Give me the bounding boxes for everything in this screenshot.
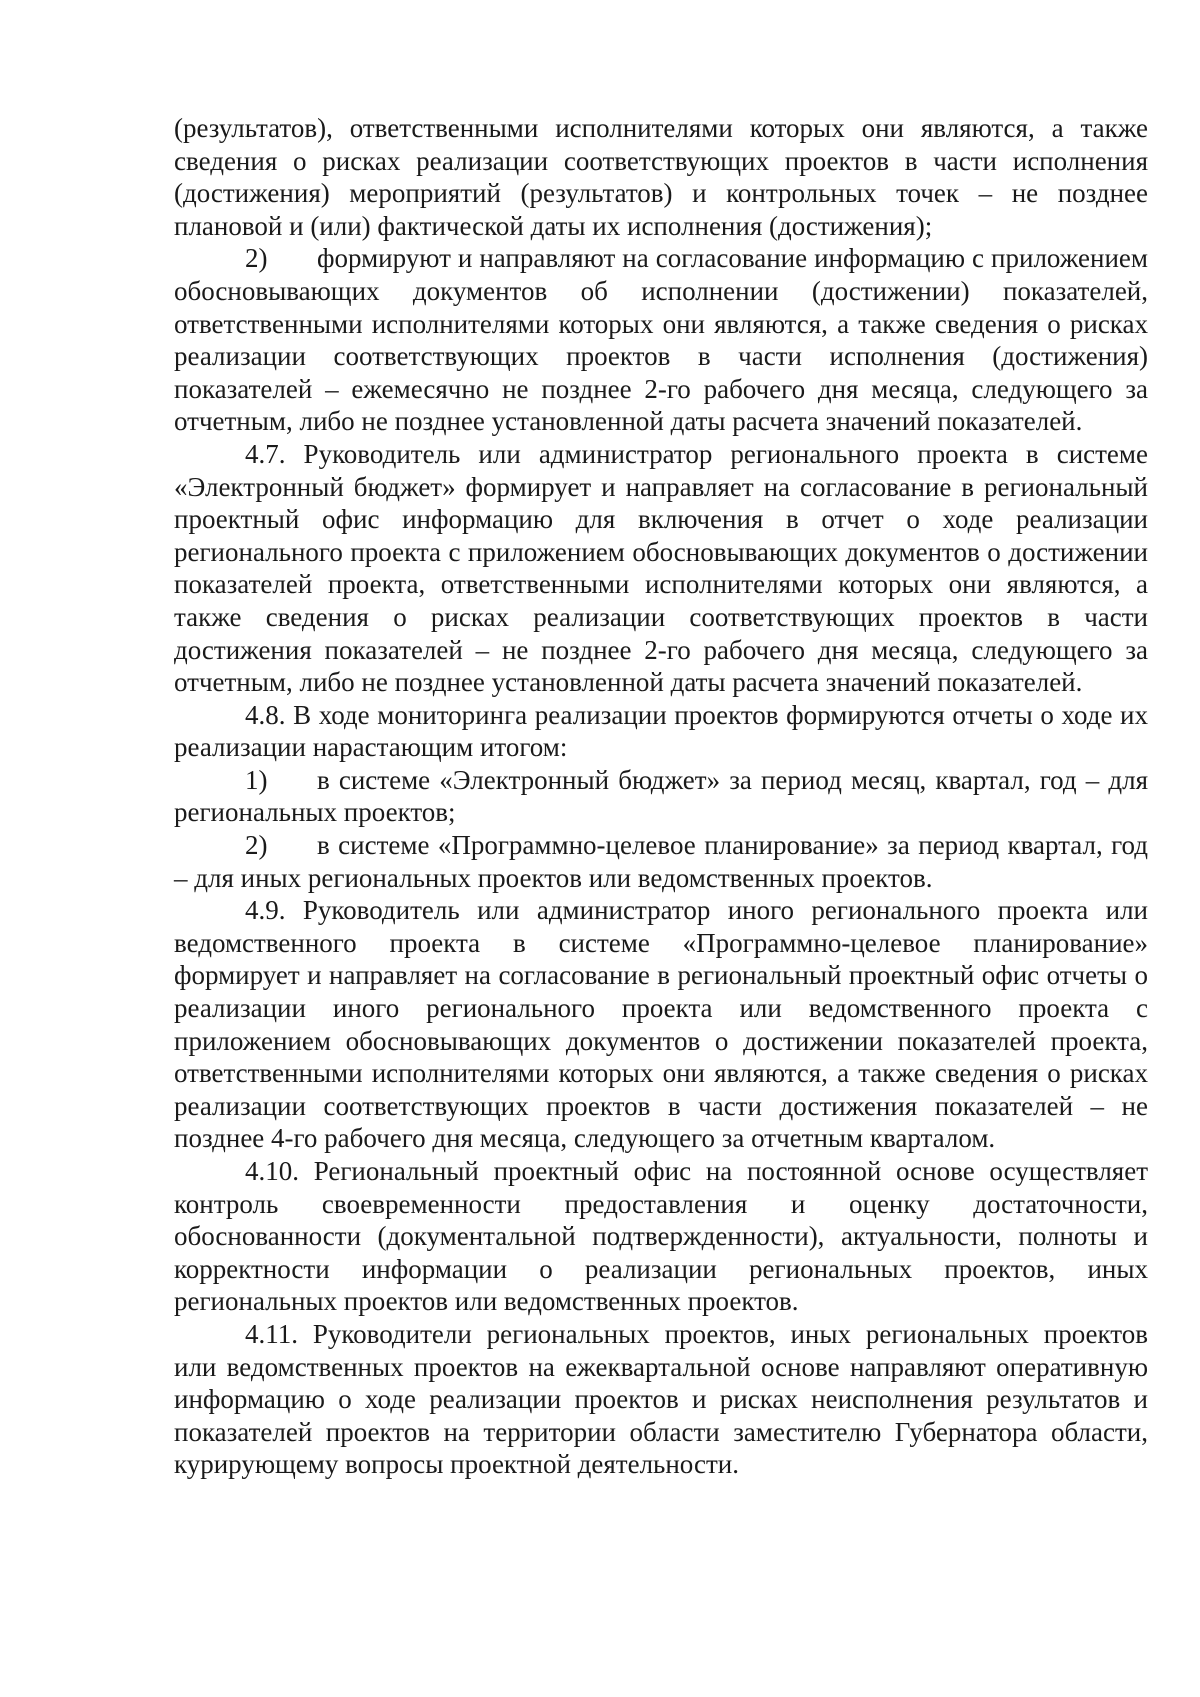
list-number: 2) (245, 243, 268, 274)
list-item-2b (174, 829, 1148, 894)
list-number: 2) (245, 830, 268, 861)
list-item-text: в системе «Программно-целевое планирование» за период квартал, год – для иных региональных проектов или ведомственных проектов. (174, 830, 1148, 893)
list-item-text: формируют и направляют на согласование информацию с приложением обосновывающих документов об исполнении (достижении) показателей, ответственными исполнителями которых они являются, а также сведения о рисках реализации соответствующих проектов в части исполнения (достижения) показателей – ежемесячно не позднее 2-го рабочего дня месяца, следующего за отчетным, либо не позднее установленной даты расчета значений показателей. (174, 243, 1148, 437)
paragraph-4-9: 4.9. Руководитель или администратор иного регионального проекта или ведомственного проекта в системе «Программно-целевое планирование» формирует и направляет на согласование в региональный проектный офис отчеты о реализации иного регионального проекта или ведомственного проекта с приложением обосновывающих документов о достижении показателей проекта, ответственными исполнителями которых они являются, а также сведения о рисках реализации соответствующих проектов в части достижения показателей – не позднее 4-го рабочего дня месяца, следующего за отчетным кварталом. (174, 895, 1148, 1154)
document-body (174, 112, 1148, 1481)
paragraph-4-8: 4.8. В ходе мониторинга реализации проектов формируются отчеты о ходе их реализации нарастающим итогом: (174, 699, 1148, 763)
list-item-1 (174, 764, 1148, 829)
paragraph-4-10: 4.10. Региональный проектный офис на постоянной основе осуществляет контроль своевременности предоставления и оценку достаточности, обоснованности (документальной подтвержденности), актуальности, полноты и корректности информации о реализации региональных проектов, иных региональных проектов или ведомственных проектов. (174, 1156, 1148, 1317)
paragraph-continuation: (результатов), ответственными исполнителями которых они являются, а также сведения о рисках реализации соответствующих проектов в части исполнения (достижения) мероприятий (результатов) и контрольных точек – не позднее плановой и (или) фактической даты их исполнения (достижения); (174, 113, 1148, 241)
list-item-2 (174, 242, 1148, 438)
paragraph-4-11: 4.11. Руководители региональных проектов, иных региональных проектов или ведомственных проектов на ежеквартальной основе направляют оперативную информацию о ходе реализации проектов и рисках неисполнения результатов и показателей проектов на территории области заместителю Губернатора области, курирующему вопросы проектной деятельности. (174, 1318, 1148, 1480)
paragraph-4-7: 4.7. Руководитель или администратор регионального проекта в системе «Электронный бюджет» формирует и направляет на согласование в региональный проектный офис информацию для включения в отчет о ходе реализации регионального проекта с приложением обосновывающих документов о достижении показателей проекта, ответственными исполнителями которых они являются, а также сведения о рисках реализации соответствующих проектов в части достижения показателей – не позднее 2-го рабочего дня месяца, следующего за отчетным, либо не позднее установленной даты расчета значений показателей. (174, 438, 1148, 698)
list-number: 1) (245, 764, 268, 795)
list-item-text: в системе «Электронный бюджет» за период месяц, квартал, год – для региональных проектов; (174, 764, 1148, 828)
